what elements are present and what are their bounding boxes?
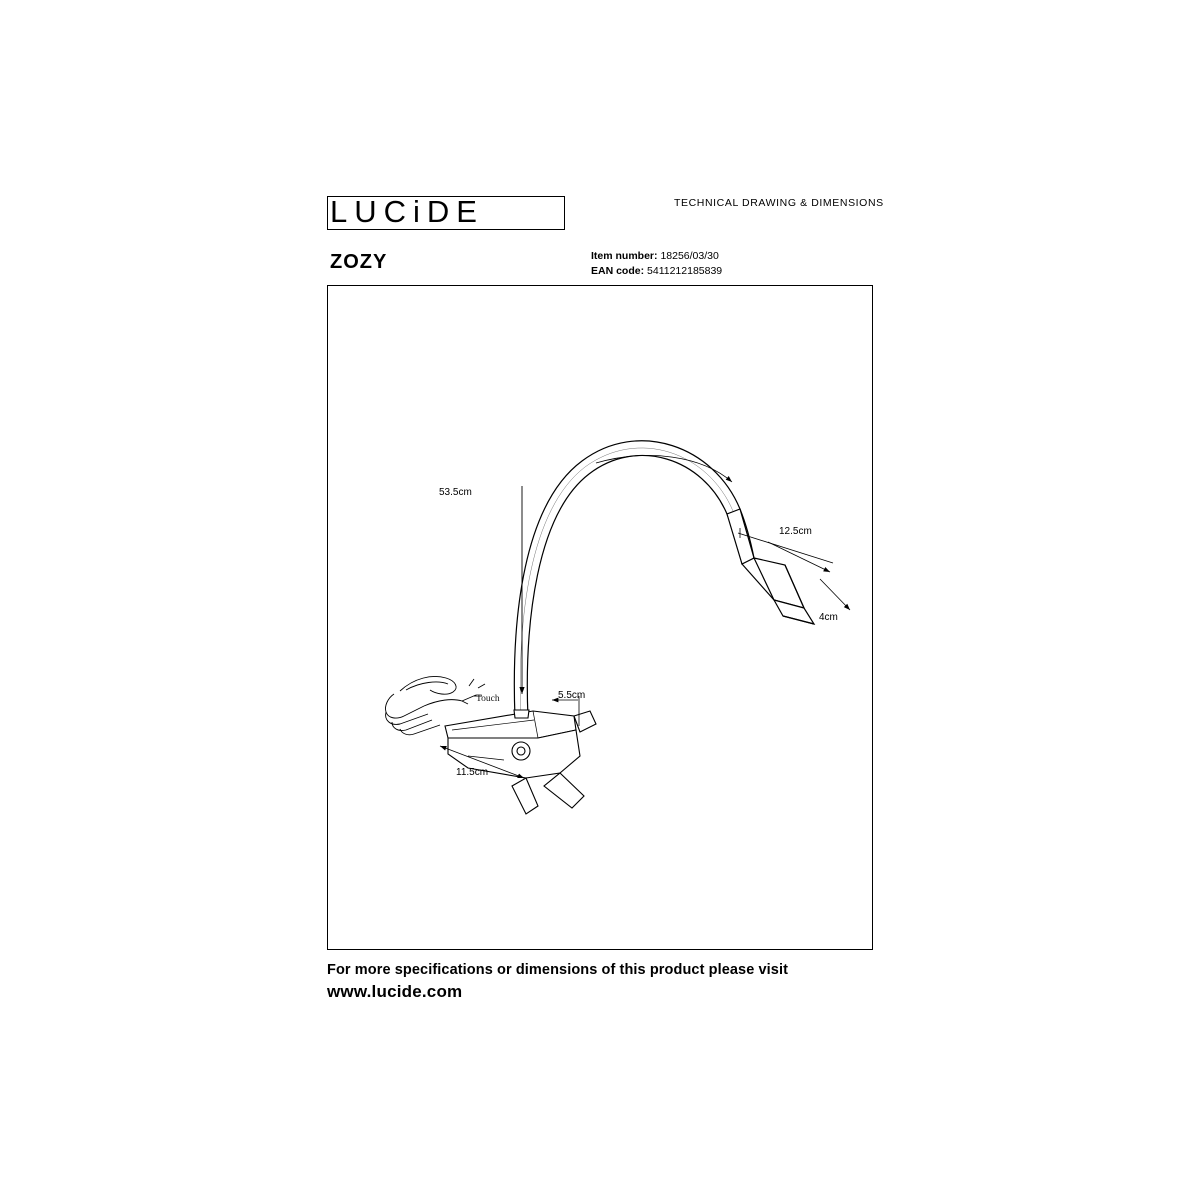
dimension-head-width xyxy=(819,579,850,623)
document-type-title: TECHNICAL DRAWING & DIMENSIONS xyxy=(674,197,884,209)
dimension-height xyxy=(439,486,522,694)
item-number-value: 18256/03/30 xyxy=(660,250,719,262)
dimension-head-width-label: 4cm xyxy=(819,612,838,623)
item-number-row xyxy=(591,249,722,264)
ean-label: EAN code: xyxy=(591,265,645,277)
dimension-height-label: 53.5cm xyxy=(439,487,472,498)
dimension-head-length-label: 12.5cm xyxy=(779,526,812,537)
product-meta xyxy=(591,249,722,279)
arm-to-clamp-joint xyxy=(514,710,529,718)
footer-text: For more specifications or dimensions of this product please visit xyxy=(327,962,789,978)
dimension-clamp-length-label: 11.5cm xyxy=(456,767,489,778)
touch-label: Touch xyxy=(476,694,500,704)
product-technical-drawing xyxy=(328,286,872,949)
page-title: ZOZY xyxy=(330,251,388,273)
item-number-label: Item number: xyxy=(591,250,658,262)
lamp-gooseneck xyxy=(514,441,754,718)
ean-row xyxy=(591,264,722,279)
brand-logo: LUCiDE xyxy=(330,194,484,229)
footer-website[interactable]: www.lucide.com xyxy=(327,982,463,1001)
lamp-arm-highlight xyxy=(520,448,733,716)
ean-value: 5411212185839 xyxy=(647,265,723,277)
lamp-clamp xyxy=(445,711,596,814)
drawing-frame xyxy=(327,285,873,950)
dimension-clamp-height-label: 5.5cm xyxy=(558,690,586,701)
